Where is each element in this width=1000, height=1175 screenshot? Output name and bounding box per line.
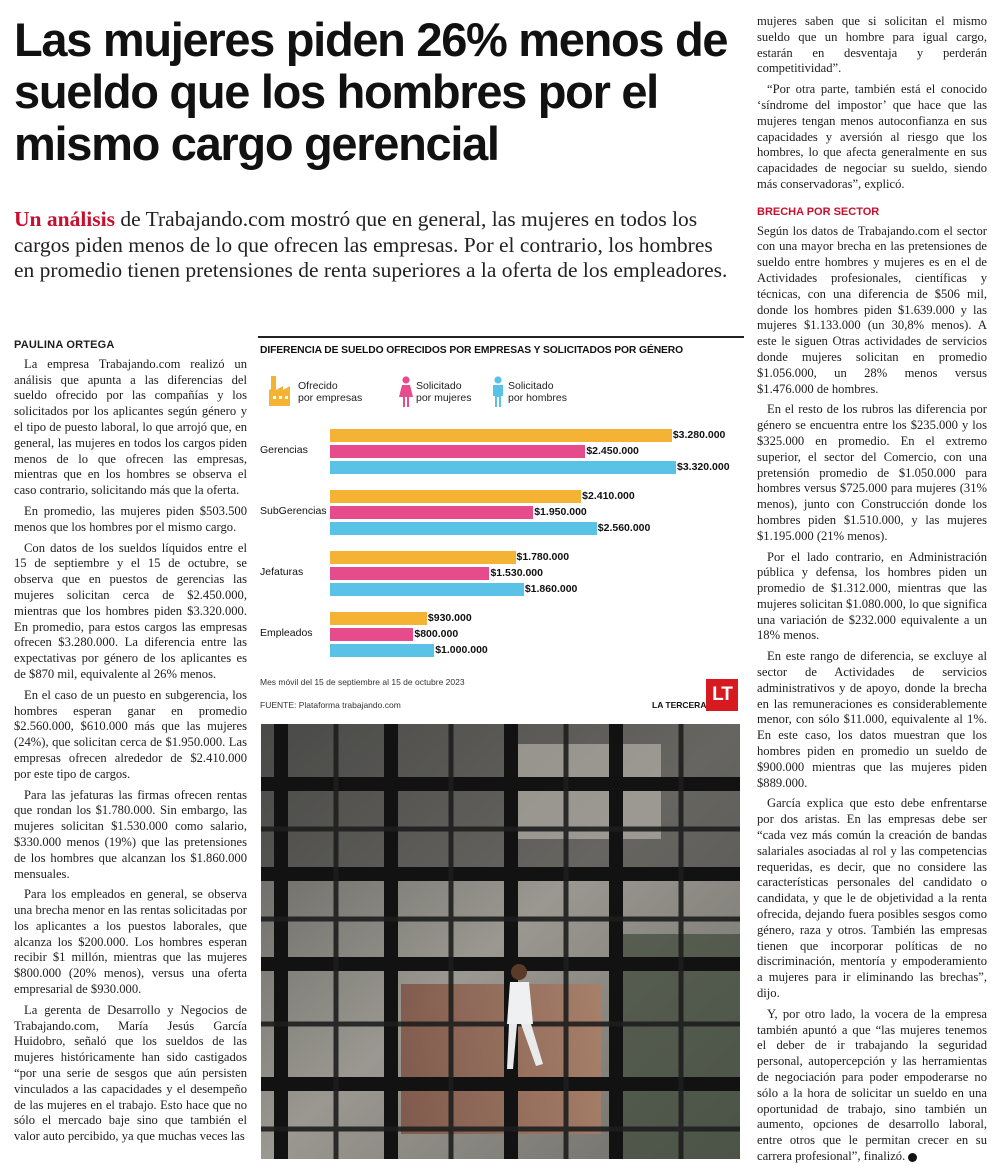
bar (330, 490, 581, 503)
bar (330, 567, 489, 580)
data-label: $930.000 (427, 611, 472, 624)
chart-legend (266, 376, 736, 416)
man-icon (490, 376, 506, 408)
legend-label: Solicitado (508, 380, 554, 392)
paragraph: En promedio, las mujeres piden $503.500 menos que los hombres por el mismo cargo. (14, 503, 247, 534)
headline: Las mujeres piden 26% menos de sueldo que los hombres por el mismo cargo gerencial (14, 13, 728, 170)
legend-label: por mujeres (416, 392, 472, 404)
data-label: $1.860.000 (524, 582, 578, 595)
bar (330, 522, 597, 535)
paragraph-text: Y, por otro lado, la vocera de la empresa también apuntó a que “las mujeres tenemos el deber de ir trabajando la seguridad personal, autopercepción y las herramientas de negociación para poder empoderarse no sólo a la hora de solicitar un sueldo en una oportunidad de trabajo, sino también un aumento, opciones de desarrollo laboral, entre otros que le permitan crecer en su carrera profesional”, finalizó. (757, 1006, 987, 1163)
legend-label: por hombres (508, 392, 567, 404)
lead-kicker: Un análisis (14, 207, 115, 231)
paragraph: Para los empleados en general, se observa una brecha menor en las rentas solicitadas por los aplicantes a los puestos laborales, que alcanza los $200.000. Los hombres esperan recibir $1 millón, mientras que las mujeres $800.000 (20% menos), versus una oferta empresarial de $930.000. (14, 887, 247, 997)
article-column-left (14, 338, 247, 1150)
paragraph: Por el lado contrario, en Administración pública y defensa, los hombres piden un promedio de $1.312.000, mientras que las mujeres solicitan $1.080.000, lo que significa una variación de $232.000 equivalente a un 18% menos. (757, 549, 987, 643)
paragraph: Con datos de los sueldos líquidos entre el 15 de septiembre y el 15 de octubre, se observa que en puestos de gerencias las mujeres solicitan cerca de $2.450.000, mientras que los hombres piden $3.320.000. En promedio, para estos cargos las empresas ofrecen $3.280.000. La diferencia entre las expectativas por género de los aplicantes es de $870 mil, equivalente al 26% menos. (14, 540, 247, 681)
data-label: $3.320.000 (677, 460, 730, 473)
bar (330, 628, 413, 641)
factory-icon (268, 376, 294, 406)
lead-paragraph (14, 207, 736, 284)
paragraph: La empresa Trabajando.com realizó un análisis que apunta a las diferencias del sueldo ofrecido por las compañías y los solicitados por los aplicantes según género y el tipo de puesto laboral, lo que arrojó que, en general, las mujeres en todos los cargos piden menos de lo que ofrecen las empresas, mientras que en los hombres se observa el caso contrario, solicitando más que la oferta. (14, 356, 247, 498)
bar (330, 644, 434, 657)
paragraph: En el caso de un puesto en subgerencia, los hombres esperan ganar en promedio $2.560.000, $610.000 más que las mujeres (24%), que solicitan cerca de $1.950.000. Las empresas ofrecen alrededor de $2.410.000 por este tipo de cargos. (14, 687, 247, 781)
paragraph: Para las jefaturas las firmas ofrecen rentas que rondan los $1.780.000. Sin embargo, las mujeres solicitan $1.530.000 como salario, $330.000 menos (19%) que las pretensiones de los hombres que alcanzan los $1.860.000 mensuales. (14, 787, 247, 881)
data-label: $1.000.000 (435, 643, 488, 656)
article-column-right (757, 14, 987, 1170)
bar (330, 612, 427, 625)
data-label: $2.560.000 (597, 521, 651, 534)
category-label: Jefaturas (260, 566, 304, 578)
paragraph: La gerenta de Desarrollo y Negocios de Trabajando.com, María Jesús García Huidobro, señaló que los sueldos de las mujeres históricamente han sido castigados “por una serie de sesgos que aún persisten vinculados a las capacidades y el desempeño de las mujeres en el trabajo. Esto hace que no sólo el mercado baje sino que también el valor auto percibido, ya que muchas veces las (14, 1002, 247, 1144)
byline: PAULINA ORTEGA (14, 339, 115, 351)
chart-brand: LA TERCERA (652, 700, 707, 710)
chart-source: FUENTE: Plataforma trabajando.com (260, 700, 401, 710)
bar (330, 551, 516, 564)
photo-building-woman-walking (261, 724, 740, 1159)
legend-label: Solicitado (416, 380, 462, 392)
category-label: Empleados (260, 627, 313, 639)
article-photo (261, 724, 740, 1159)
data-label: $3.280.000 (672, 428, 726, 441)
paragraph: Según los datos de Trabajando.com el sector con una mayor brecha en las pretensiones de sueldo entre hombres y mujeres es en el de Actividades profesionales, científicas y técnicas, con una diferencia de $506 mil, donde los hombres piden $1.639.000 y las mujeres $1.133.000 (un 30,8% menos). A este le siguen Otras actividades de servicios donde mujeres solicitan en promedio $1.056.000, un 28% menos versus $1.476.000 de hombres. (757, 223, 987, 396)
legend-label: Ofrecido (298, 380, 338, 392)
data-label: $2.450.000 (586, 444, 639, 457)
chart-note: Mes móvil del 15 de septiembre al 15 de octubre 2023 (260, 677, 465, 687)
lead-text: de Trabajando.com mostró que en general, las mujeres en todos los cargos piden menos de lo que ofrecen las empresas. Por el contrario, los hombres en promedio tienen pretensiones de renta superiores a la oferta de los empleadores. (14, 207, 728, 282)
section-subhead: BRECHA POR SECTOR (757, 205, 880, 218)
category-label: Gerencias (260, 444, 308, 456)
paragraph: “Por otra parte, también está el conocido ‘síndrome del impostor’ que hace que las mujeres tengan menos autoconfianza en sus capacidades y aversión al riesgo que los hombres, lo que afecta generalmente en sus capacidades de negociar su sueldo, siendo más conservadoras”, explicó. (757, 82, 987, 191)
data-label: $2.410.000 (582, 489, 635, 502)
bar (330, 429, 672, 442)
category-label: SubGerencias (260, 505, 327, 517)
bar (330, 445, 585, 458)
chart-top-rule (258, 336, 744, 338)
bar (330, 506, 533, 519)
paragraph: García explica que esto debe enfrentarse por dos aristas. En las empresas debe ser “cada vez más común la creación de bandas salariales asociadas al rol y las competencias requeridas, es decir, que no considere las características personales del candidato o candidata, y que le de objetividad a la renta ofrecida, dejando fuera posibles sesgos como género, raza y otros. También las empresas tienen que incorporar políticas de no discriminación, mentoría y empoderamiento a mujeres para ir eliminando las brechas”, dijo. (757, 796, 987, 1001)
data-label: $800.000 (414, 627, 459, 640)
paragraph: mujeres saben que si solicitan el mismo sueldo que un hombre para igual cargo, estarán en desventaja y perderán competitividad”. (757, 14, 987, 76)
infographic (258, 336, 744, 716)
data-label: $1.950.000 (534, 505, 587, 518)
woman-icon (398, 376, 414, 408)
paragraph (757, 1007, 987, 1165)
end-mark-icon: P (908, 1153, 917, 1162)
paragraph: En este rango de diferencia, se excluye al sector de Actividades de servicios administrativos y de apoyo, donde la brecha en las remuneraciones es considerablemente menor, con sólo $11.000, equivalente al 1%. En este caso, los datos muestran que los hombres piden en promedio un sueldo de $900.000 mientras que las mujeres piden $889.000. (757, 649, 987, 790)
data-label: $1.530.000 (490, 566, 543, 579)
la-tercera-logo: LT (706, 679, 738, 711)
chart-title: DIFERENCIA DE SUELDO OFRECIDOS POR EMPRESAS Y SOLICITADOS POR GÉNERO (260, 345, 684, 356)
paragraph: En el resto de los rubros las diferencia por género se encuentra entre los $235.000 y los $325.000 en promedio. En el extremo superior, el sector del Comercio, con una pretensión promedio de $1.050.000 para hombres versus $725.000 para mujeres (31% menos), junto con Construcción donde los hombres piden $1.510.000, y las mujeres $1.195.000 (21% menos). (757, 402, 987, 543)
bar (330, 583, 524, 596)
bar (330, 461, 676, 474)
legend-label: por empresas (298, 392, 363, 404)
data-label: $1.780.000 (516, 550, 570, 563)
